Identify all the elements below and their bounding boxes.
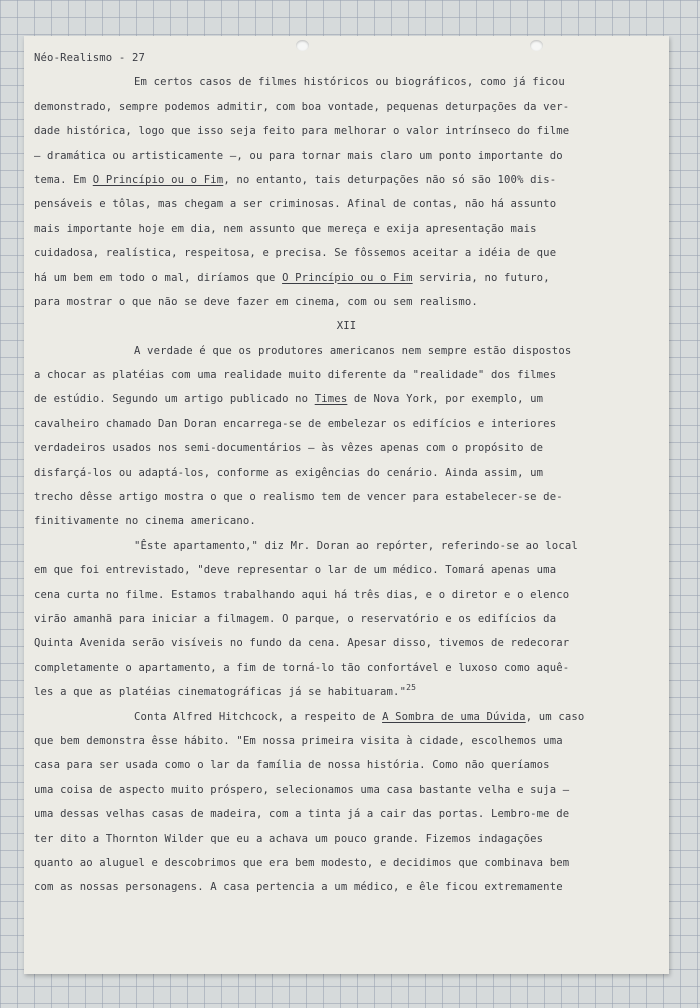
- paragraph-line: Conta Alfred Hitchcock, a respeito de A Sombra de uma Dúvida, um caso: [134, 710, 585, 723]
- paragraph-line: demonstrado, sempre podemos admitir, com boa vontade, pequenas deturpações da ver-: [34, 100, 570, 113]
- paragraph-line: completamente o apartamento, a fim de torná-lo tão confortável e luxoso como aquê-: [34, 661, 570, 674]
- paragraph-line: A verdade é que os produtores americanos nem sempre estão dispostos: [134, 344, 572, 357]
- paragraph-line: trecho dêsse artigo mostra o que o realismo tem de vencer para estabelecer-se de-: [34, 491, 563, 504]
- paragraph-line: uma dessas velhas casas de madeira, com a tinta já a cair das portas. Lembro-me de: [34, 808, 570, 821]
- paragraph-line: tema. Em O Princípio ou o Fim, no entanto, tais deturpações não só são 100% dis-: [34, 173, 557, 186]
- paragraph-line: casa para ser usada como o lar da família de nossa história. Como não queríamos: [34, 759, 550, 772]
- paragraph-line: cena curta no filme. Estamos trabalhando aqui há três dias, e o diretor e o elenco: [34, 588, 570, 601]
- paragraph-line: virão amanhã para iniciar a filmagem. O parque, o reservatório e os edifícios da: [34, 612, 557, 625]
- newspaper-title: Times: [314, 393, 348, 406]
- paragraph-line: para mostrar o que não se deve fazer em cinema, com ou sem realismo.: [34, 295, 478, 308]
- film-title: O Princípio ou o Fim: [282, 271, 413, 284]
- paragraph-line: disfarçá-los ou adaptá-los, conforme as exigências do cenário. Ainda assim, um: [34, 466, 544, 479]
- paragraph-line: Em certos casos de filmes históricos ou biográficos, como já ficou: [134, 76, 565, 89]
- paragraph-line: em que foi entrevistado, "deve representar o lar de um médico. Tomará apenas uma: [34, 564, 557, 577]
- paragraph-line: há um bem em todo o mal, diríamos que O Princípio ou o Fim serviria, no futuro,: [34, 271, 550, 284]
- page-body: [34, 46, 659, 900]
- section-heading: XII: [336, 320, 357, 333]
- page-number: 27: [131, 52, 145, 64]
- running-header: Néo-Realismo - 27: [34, 52, 145, 64]
- paragraph-line: que bem demonstra êsse hábito. "Em nossa primeira visita à cidade, escolhemos uma: [34, 734, 563, 747]
- typewritten-page: [24, 36, 669, 974]
- paragraph-line: pensáveis e tôlas, mas chegam a ser criminosas. Afinal de contas, não há assunto: [34, 198, 557, 211]
- paragraph-line: finitivamente no cinema americano.: [34, 515, 256, 528]
- paragraph-line: — dramática ou artisticamente —, ou para tornar mais claro um ponto importante do: [34, 149, 563, 162]
- paragraph-line: ter dito a Thornton Wilder que eu a achava um pouco grande. Fizemos indagações: [34, 832, 544, 845]
- paragraph-line: cavalheiro chamado Dan Doran encarrega-se de embelezar os edifícios e interiores: [34, 417, 557, 430]
- paragraph-line: verdadeiros usados nos semi-documentários — às vêzes apenas com o propósito de: [34, 442, 544, 455]
- paragraph-line: com as nossas personagens. A casa pertencia a um médico, e êle ficou extremamente: [34, 881, 563, 894]
- film-title: O Princípio ou o Fim: [92, 173, 224, 186]
- paragraph-line: Quinta Avenida serão visíveis no fundo da cena. Apesar disso, tivemos de redecorar: [34, 637, 570, 650]
- paragraph-line: dade histórica, logo que isso seja feito para melhorar o valor intrínseco do filme: [34, 125, 570, 138]
- paragraph-line: les a que as platéias cinematográficas já se habituaram."$^{25}$: [34, 683, 417, 699]
- paragraph-line: a chocar as platéias com uma realidade muito diferente da "realidade" dos filmes: [34, 369, 557, 382]
- paragraph-line: uma coisa de aspecto muito próspero, selecionamos uma casa bastante velha e suja —: [34, 783, 570, 796]
- paragraph-line: "Êste apartamento," diz Mr. Doran ao repórter, referindo-se ao local: [134, 539, 578, 552]
- paragraph-line: quanto ao aluguel e descobrimos que era bem modesto, e decidimos que combinava bem: [34, 856, 570, 869]
- running-title: Néo-Realismo: [34, 52, 113, 64]
- paragraph-line: mais importante hoje em dia, nem assunto que mereça e exija apresentação mais: [34, 222, 537, 235]
- film-title: A Sombra de uma Dúvida: [382, 710, 526, 723]
- paragraph-line: de estúdio. Segundo um artigo publicado no Times de Nova York, por exemplo, um: [34, 393, 544, 406]
- footnote-marker: 25: [406, 683, 417, 693]
- paragraph-line: cuidadosa, realística, respeitosa, e precisa. Se fôssemos aceitar a idéia de que: [34, 247, 557, 260]
